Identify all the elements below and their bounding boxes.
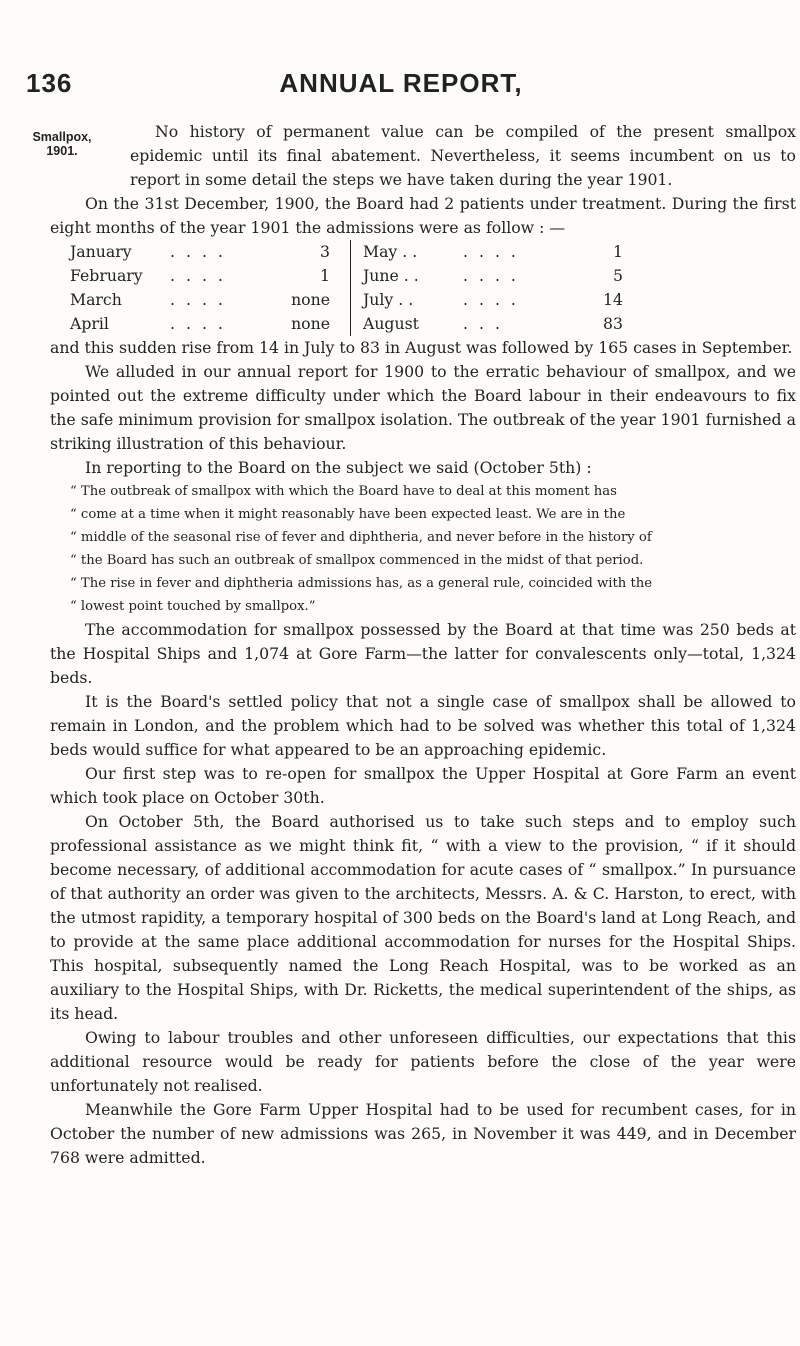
admissions-row: [363, 312, 643, 336]
paragraph-erratic-behaviour: We alluded in our annual report for 1900 to the erratic behaviour of smallpox, and we pointed out the extreme difficulty under which the Board labour in their endeavours to fix the safe minimum provision for smallpox isolation. The outbreak of the year 1901 furnished a striking illustration of this behaviour.: [50, 362, 796, 453]
admissions-row: [70, 264, 350, 288]
admissions-month: April: [70, 314, 109, 333]
leader-dots: . . . .: [170, 290, 226, 309]
paragraph-intro: No history of permanent value can be compiled of the present smallpox epidemic until its final abatement. Nevertheless, it seems incumbent on us to report in some detail the steps we have taken during the year 1901.: [130, 122, 796, 189]
admissions-count: none: [291, 314, 330, 333]
leader-dots: . . . .: [463, 290, 519, 309]
admissions-row: [70, 312, 350, 336]
paragraph-long-reach: On October 5th, the Board authorised us to take such steps and to employ such professional assistance as we might think fit, “ with a view to the provision, “ if it should become necessary, of additional accommodation for acute cases of “ smallpox.” In pursuance of that authority an order was given to the architects, Messrs. A. & C. Harston, to erect, with the utmost rapidity, a temporary hospital of 300 beds on the Board's land at Long Reach, and to provide at the same place additional accommodation for nurses for the Hospital Ships. This hospital, subsequently named the Long Reach Hospital, was to be worked as an auxiliary to the Hospital Ships, with Dr. Ricketts, the medical superintendent of the ships, as its head.: [50, 812, 796, 1023]
admissions-month: May . .: [363, 242, 418, 261]
admissions-row: [70, 240, 350, 264]
leader-dots: . . . .: [170, 314, 226, 333]
paragraph-labour-troubles: Owing to labour troubles and other unforeseen difficulties, our expectations that this additional resource would be ready for patients before the close of the year were unfortunately not realised.: [50, 1028, 796, 1095]
admissions-column-left: [70, 240, 350, 336]
margin-note-line-2: 1901.: [46, 144, 78, 158]
page-header: [26, 68, 776, 108]
paragraph-accommodation: The accommodation for smallpox possessed by the Board at that time was 250 beds at the Hospital Ships and 1,074 at Gore Farm—the latter for convalescents only—total, 1,324 beds.: [50, 620, 796, 687]
admissions-month: March: [70, 290, 122, 309]
leader-dots: . . . .: [170, 242, 226, 261]
admissions-row: [363, 288, 643, 312]
paragraph-first-step: Our first step was to re-open for smallpox the Upper Hospital at Gore Farm an event which took place on October 30th.: [50, 764, 796, 807]
leader-dots: . . . .: [170, 266, 226, 285]
quote-line: “ lowest point touched by smallpox.”: [70, 599, 316, 614]
page-number: 136: [26, 68, 73, 98]
leader-dots: . . .: [463, 314, 503, 333]
leader-dots: . . . .: [463, 242, 519, 261]
admissions-row: [363, 240, 643, 264]
running-head: ANNUAL REPORT,: [279, 68, 523, 98]
admissions-count: 5: [613, 266, 623, 285]
admissions-month: January: [70, 242, 132, 261]
quote-line: “ The outbreak of smallpox with which the Board have to deal at this moment has: [70, 484, 617, 499]
admissions-count: 3: [320, 242, 330, 261]
quote-line: “ the Board has such an outbreak of smallpox commenced in the midst of that period.: [70, 553, 644, 568]
admissions-row: [363, 264, 643, 288]
admissions-row: [70, 288, 350, 312]
admissions-count: none: [291, 290, 330, 309]
paragraph-meanwhile: Meanwhile the Gore Farm Upper Hospital had to be used for recumbent cases, for in October the number of new admissions was 265, in November it was 449, and in December 768 were admitted.: [50, 1100, 796, 1167]
margin-note-line-1: Smallpox,: [32, 130, 92, 144]
admissions-month: June . .: [363, 266, 419, 285]
admissions-count: 14: [603, 290, 623, 309]
leader-dots: . . . .: [463, 266, 519, 285]
paragraph-reporting: In reporting to the Board on the subject we said (October 5th) :: [85, 458, 592, 477]
admissions-table: [70, 240, 650, 336]
paragraph-policy: It is the Board's settled policy that not a single case of smallpox shall be allowed to remain in London, and the problem which had to be solved was whether this total of 1,324 beds would suffice for what appeared to be an approaching epidemic.: [50, 692, 796, 759]
admissions-count: 1: [613, 242, 623, 261]
admissions-column-right: [350, 240, 643, 336]
admissions-month: August: [363, 314, 419, 333]
quote-line: “ come at a time when it might reasonably have been expected least. We are in the: [70, 507, 626, 522]
quote-line: “ The rise in fever and diphtheria admissions has, as a general rule, coincided with the: [70, 576, 653, 591]
admissions-count: 83: [603, 314, 623, 333]
admissions-month: February: [70, 266, 143, 285]
paragraph-patients: On the 31st December, 1900, the Board had 2 patients under treatment. During the first eight months of the year 1901 the admissions were as follow : —: [50, 194, 796, 237]
quoted-report: [50, 480, 796, 618]
quote-line: “ middle of the seasonal rise of fever and diphtheria, and never before in the history of: [70, 530, 652, 545]
paragraph-sudden-rise: and this sudden rise from 14 in July to 83 in August was followed by 165 cases in September.: [50, 338, 793, 357]
report-body: [50, 120, 796, 1170]
admissions-month: July . .: [363, 290, 414, 309]
admissions-count: 1: [320, 266, 330, 285]
